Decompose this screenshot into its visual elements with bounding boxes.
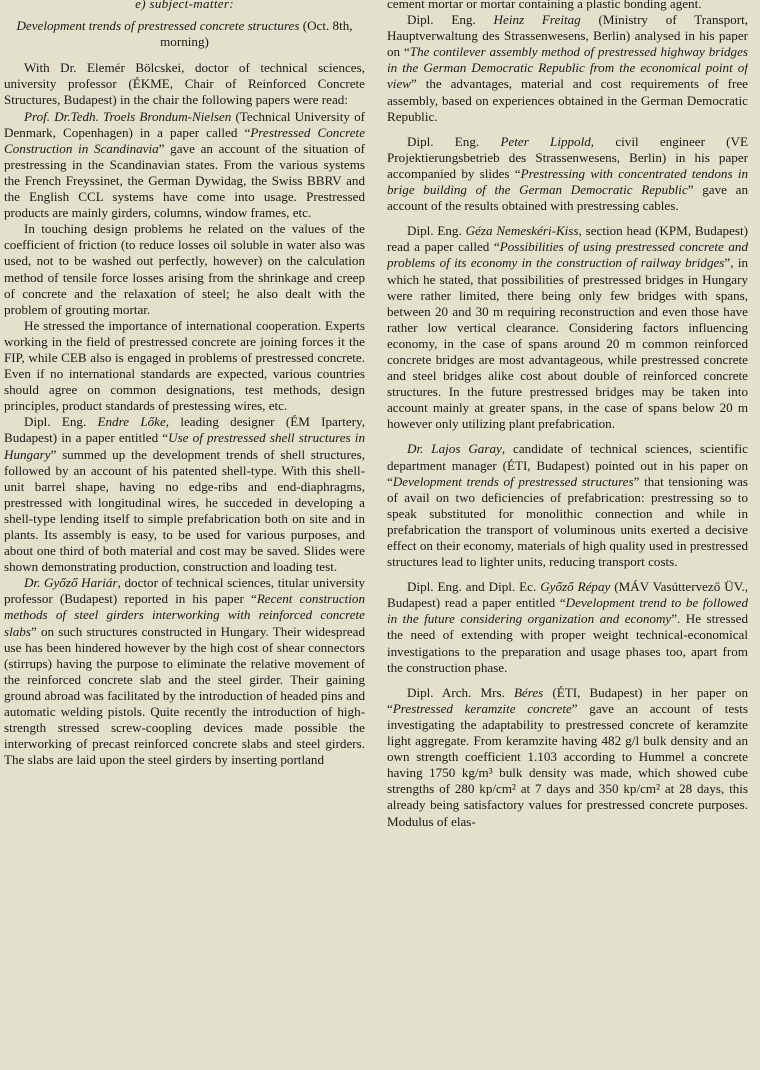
paragraph-freitag: Dipl. Eng. Heinz Freitag (Ministry of Transport, Hauptverwaltung des Strassenwesens, Berlin) analysed in his paper on “The contilever assembly method of prestressed highway bridges in the German Democratic Republic from the economical point of view” the advantages, material and cost requirements of free assembly, based on experiences obtained in the German Democratic Republic. xyxy=(387,12,748,124)
paragraph-cooperation: He stressed the importance of international cooperation. Experts working in the field of prestressed concrete are joining forces it the FIP, while CEB also is engaged in problems of prestressed concrete. Even if no international standards are expected, various countries should agree on common designations, test methods, design principles, product standards of prestessing wires, etc. xyxy=(4,317,365,414)
paper-title: Possibilities of using prestressed concrete and problems of its economy in the construction of railway bridges xyxy=(387,239,748,271)
speaker-name: Prof. Dr.Tedh. Troels Brondum-Nielsen xyxy=(24,108,232,124)
paragraph-hariar: Dr. Győző Hariár, doctor of technical sciences, titular university professor (Budapest) reported in his paper “Recent construction methods of steel girders interworking with reinforced concrete slabs” on such structures constructed in Hungary. Their widespread use has been hindered however by the high cost of shear connectors (stirrups) having the purpose to eliminate the relative movement of the reinforced concrete slab and the steel girder. Their gaining ground abroad was facilitated by the introduction of headed pins and automatic welding pistols. Quite recently the introduction of high-strength stressed screw-coopling devices made possible the interworking of precast reinforced concrete slabs and steel girders. The slabs are laid upon the steel girders by inserting portland xyxy=(4,575,365,768)
paragraph-beres: Dipl. Arch. Mrs. Béres (ÉTI, Budapest) in her paper on “Prestressed keramzite concrete” gave an account of tests investigating the adaptability to prestressed concrete of keramzite light aggregate. From keramzite having 482 g/l bulk density and an own strength coefficient 1.103 according to Hummel a concrete having 1750 kg/m³ bulk density was made, which showed cube strengths of 280 kp/cm² at 7 days and 350 kp/cm² at 28 days, this already being satisfactory values for prestressed concrete purposes. Modulus of elas- xyxy=(387,684,748,829)
speaker-name: Heinz Freitag xyxy=(493,12,581,28)
paragraph-repay: Dipl. Eng. and Dipl. Ec. Győző Répay (MÁV Vasúttervező ÜV., Budapest) read a paper entitled “Development trend to be followed in the future considering organization and economy”. He stressed the need of extending with proper weight technical-economical investigations to the preparation and usage phases too, apart from the construction phase. xyxy=(387,579,748,675)
paragraph-lippold: Dipl. Eng. Peter Lippold, civil engineer (VE Projektierungsbetrieb des Strassenwesens, Berlin) in his paper accompanied by slides “Prestressing with concentrated tendons in brige building of the German Democratic Republic” gave an account of the results obtained with prestressing cables. xyxy=(387,133,748,214)
speaker-name: Peter Lippold xyxy=(500,133,591,149)
paper-title: Prestressing with concentrated tendons in brige building of the German Democratic Republic xyxy=(387,165,748,198)
paragraph-nemeskeri-kiss: Dipl. Eng. Géza Nemeskéri-Kiss, section head (KPM, Budapest) read a paper called “Possibilities of using prestressed concrete and problems of its economy in the construction of railway bridges”, in which he stated, that possibilities of prestressed bridges in Hungary were rather limited, there being only few bridges with spans, between 20 and 30 m requiring reconstruction and even those have rather low vertical clearance. Considering factors influencing economy, in the case of spans around 20 m common reinforced concrete bridges are most advantageous, while prestressed concrete and steel bridges alike cost about double of reinforced concrete structures. In the future prestressed bridges may be taken into account mainly at greater spans, in the case of spans below 20 m however only utilizing plant prefabrication. xyxy=(387,223,748,432)
speaker-name: Dr. Győző Hariár xyxy=(24,575,118,591)
paper-title: Development trends of prestressed structures xyxy=(392,473,634,489)
section-title-date: (Oct. 8th, morning) xyxy=(160,18,353,50)
paragraph-loke: Dipl. Eng. Endre Lőke, leading designer (ÉM Ipartery, Budapest) in a paper entitled “Use of prestressed shell structures in Hungary” summed up the development trends of shell structures, followed by an account of his patented shell-type. With this shell-unit barrel shape, having no edge-ribs and end-diaphragms, prestressed with longitudinal wires, he succeded in developing a shell-type lending itself to simple prefabrication both on site and in plants. Its assembly is easy, to be used for various purposes, and about one third of both material and cost may be saved. Slides were shown demonstrating production, construction and loading test. xyxy=(4,414,365,575)
left-column xyxy=(4,0,365,1070)
right-column xyxy=(387,0,748,1070)
section-heading: e) subject-matter: xyxy=(135,0,234,11)
paragraph-garay: Dr. Lajos Garay, candidate of technical sciences, scientific department manager (ÉTI, Budapest) pointed out in his paper on “Development trends of prestressed structures” that tensioning was of avail on two deficiencies of prefabrication: prestressing so to speak substituted for monolithic connection and while in prefabrication the transport of voluminous units exerted a decisive effect on their economy, materials of high quality used in prestressed structures lead to lighter units, reducing transport costs. xyxy=(387,441,748,570)
speaker-name: Géza Nemeskéri-Kiss xyxy=(465,223,579,239)
paragraph-design-problems: In touching design problems he related on the values of the coefficient of friction (to reduce losses oil soluble in water also was used, not to be washed out perfectly, however) on the calculation method of tensile force losses arising from the shrinkage and creep of concrete and the relaxation of steel; he also dealt with the problem of grouting mortar. xyxy=(4,221,365,317)
section-title xyxy=(4,18,365,50)
paper-title: Use of prestressed shell structures in Hungary xyxy=(4,430,365,462)
speaker-name: Dr. Lajos Garay xyxy=(407,441,502,457)
paragraph-continuation: cement mortar or mortar containing a plastic bonding agent. xyxy=(387,0,702,11)
speaker-name: Endre Lőke xyxy=(97,414,166,430)
speaker-name: Győző Répay xyxy=(540,579,611,595)
paper-title: Recent construction methods of steel girders interworking with reinforced concrete slabs xyxy=(4,591,365,639)
paper-title: Development trend to be followed in the future considering organization and economy xyxy=(387,595,748,627)
speaker-name: Béres xyxy=(513,684,544,700)
paper-title: The contilever assembly method of prestressed highway bridges in the German Democratic Republic from the economical point of view xyxy=(387,44,748,92)
section-title-text: Development trends of prestressed concrete structures xyxy=(16,18,300,34)
paper-title: Prestressed keramzite concrete xyxy=(392,700,572,716)
paragraph-chair: With Dr. Elemér Bölcskei, doctor of technical sciences, university professor (ÉKME, Chair of Reinforced Concrete Structures, Budapest) in the chair the following papers were read: xyxy=(4,60,365,108)
paper-title: Prestressed Concrete Construction in Scandinavia xyxy=(4,124,365,156)
paragraph-brondum-nielsen: Prof. Dr.Tedh. Troels Brondum-Nielsen (Technical University of Denmark, Copenhagen) in a paper called “Prestressed Concrete Construction in Scandinavia” gave an account of the situation of prestressing in the Scandinavian states. From the various systems the French Freyssinet, the German Dywidag, the Swiss BBRV and the English CCL systems have come into usage. Prestressed products are mainly girders, columns, window frames, etc. xyxy=(4,108,365,221)
